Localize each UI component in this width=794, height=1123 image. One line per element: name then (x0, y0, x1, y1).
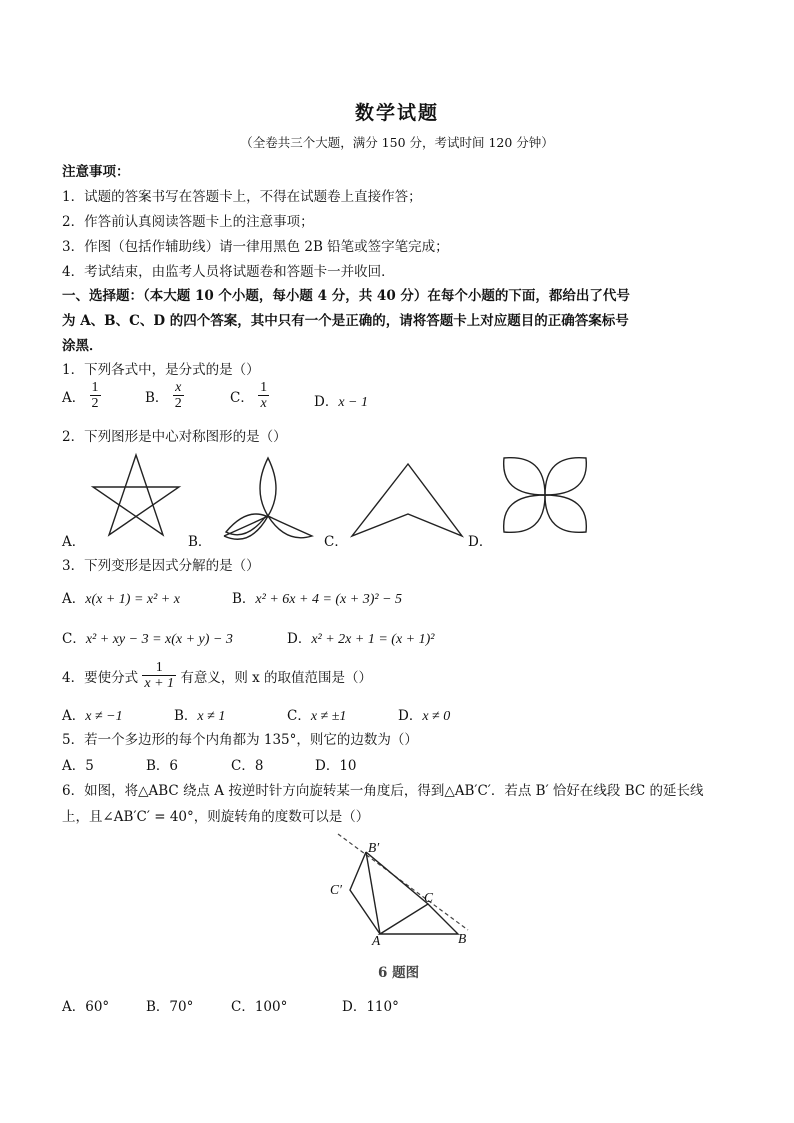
q1-d-expr: x − 1 (338, 395, 368, 410)
arrowhead-shape (352, 464, 462, 536)
section1-line1: 一、选择题：（本大题 10 个小题，每小题 4 分，共 40 分）在每个小题的下面，都给出了代号 (62, 288, 630, 304)
section1-line3: 涂黑． (62, 338, 103, 354)
q4-option-a[interactable] (62, 704, 123, 725)
q4-a-label: A． (62, 708, 86, 724)
q6-figure (0, 830, 794, 950)
q3-a-expr: x(x + 1) = x² + x (85, 592, 180, 607)
q3-option-a[interactable] (62, 587, 180, 608)
label-a: A (372, 933, 381, 948)
q6-option-a[interactable]: A．60° (62, 999, 110, 1015)
label-b: B (458, 931, 467, 946)
q3-b-label: B． (232, 591, 256, 607)
notes-heading: 注意事项： (62, 164, 130, 180)
q1-c-label: C． (230, 389, 254, 406)
q1-d-label: D． (314, 394, 339, 410)
three-petal-shape (224, 458, 312, 539)
triangle-ab-prime-c-prime (350, 852, 380, 934)
q4-stem (62, 660, 372, 692)
q4-b-expr: x ≠ 1 (197, 709, 226, 724)
note-item-3: 3．作图（包括作辅助线）请一律用黑色 2B 铅笔或签字笔完成； (62, 239, 449, 255)
q1-c-fraction: $\frac{1}{x}$ (260, 380, 268, 412)
q2-option-b[interactable]: B． (188, 534, 212, 550)
q5-option-d[interactable]: D．10 (315, 758, 357, 774)
q6-stem-line1: 6．如图，将△ABC 绕点 A 按逆时针方向旋转某一角度后，得到△AB′C′．若点 B′ 恰好在线段 BC 的延长线 (62, 783, 704, 799)
q2-stem: 2．下列图形是中心对称图形的是（） (62, 429, 287, 445)
segment-b-prime-c (366, 852, 428, 904)
q1-option-c[interactable] (230, 380, 269, 412)
q6-option-b[interactable]: B．70° (146, 999, 194, 1015)
note-item-4: 4．考试结束，由监考人员将试题卷和答题卡一并收回． (62, 264, 395, 280)
q6-option-c[interactable]: C．100° (231, 999, 288, 1015)
note-item-1: 1．试题的答案书写在答题卡上，不得在试题卷上直接作答； (62, 189, 422, 205)
q1-a-label: A． (62, 389, 86, 406)
q3-d-expr: x² + 2x + 1 = (x + 1)² (311, 632, 435, 647)
q3-option-d[interactable] (287, 627, 434, 648)
q3-d-label: D． (287, 631, 312, 647)
q6-option-d[interactable]: D．110° (342, 999, 399, 1015)
exam-subtitle: （全卷共三个大题，满分 150 分，考试时间 120 分钟） (240, 135, 554, 150)
q1-a-fraction: $\frac{1}{2}$ (91, 380, 99, 412)
triangle-abc (380, 904, 458, 934)
q2-option-d[interactable]: D． (468, 534, 493, 550)
q3-stem: 3．下列变形是因式分解的是（） (62, 558, 260, 574)
q5-option-b[interactable]: B．6 (146, 758, 179, 774)
q1-option-a[interactable] (62, 380, 101, 412)
q4-stem-post: 有意义，则 x 的取值范围是（） (180, 669, 373, 686)
label-c-prime: C′ (330, 882, 342, 897)
q4-b-label: B． (174, 708, 198, 724)
q4-option-b[interactable] (174, 704, 225, 725)
q4-d-label: D． (398, 708, 423, 724)
q5-option-c[interactable]: C．8 (231, 758, 264, 774)
q2-option-c[interactable]: C． (324, 534, 348, 550)
q4-stem-pre: 4．要使分式 (62, 669, 139, 686)
q3-b-expr: x² + 6x + 4 = (x + 3)² − 5 (255, 592, 403, 607)
pentagram-shape (93, 455, 179, 535)
q3-option-b[interactable] (232, 587, 402, 608)
figure-caption: 6 题图 (378, 965, 420, 981)
q4-option-c[interactable] (287, 704, 346, 725)
q1-b-fraction: $\frac{x}{2}$ (174, 380, 182, 412)
label-b-prime: B′ (368, 840, 380, 855)
q5-stem: 5．若一个多边形的每个内角都为 135°，则它的边数为（） (62, 732, 418, 748)
q4-c-label: C． (287, 708, 311, 724)
q4-a-expr: x ≠ −1 (85, 709, 123, 724)
q5-option-a[interactable]: A．5 (62, 758, 94, 774)
q4-d-expr: x ≠ 0 (422, 709, 451, 724)
q3-option-c[interactable] (62, 627, 233, 648)
q4-option-d[interactable] (398, 704, 450, 725)
four-petal-shape (504, 458, 587, 533)
q6-stem-line2: 上，且∠AB′C′ = 40°，则旋转角的度数可以是（） (62, 809, 370, 825)
q1-stem: 1．下列各式中，是分式的是（） (62, 362, 260, 378)
q3-a-label: A． (62, 591, 86, 607)
segment-a-b-prime (366, 852, 380, 934)
q3-c-label: C． (62, 631, 86, 647)
q4-fraction: $\frac{1}{x + 1}$ (144, 660, 175, 692)
q1-b-label: B． (145, 389, 169, 406)
page-title: 数学试题 (354, 102, 439, 124)
label-c: C (424, 890, 434, 905)
q1-option-d[interactable] (314, 390, 368, 411)
q4-c-expr: x ≠ ±1 (310, 709, 347, 724)
q2-option-a[interactable]: A． (62, 534, 86, 550)
q2-figures (0, 450, 794, 550)
q1-option-b[interactable] (145, 380, 184, 412)
bc-extension-dashed-line (338, 834, 468, 930)
section1-line2: 为 A、B、C、D 的四个答案，其中只有一个是正确的，请将答题卡上对应题目的正确答案标号 (62, 313, 629, 329)
note-item-2: 2．作答前认真阅读答题卡上的注意事项； (62, 214, 314, 230)
q3-c-expr: x² + xy − 3 = x(x + y) − 3 (85, 632, 233, 647)
